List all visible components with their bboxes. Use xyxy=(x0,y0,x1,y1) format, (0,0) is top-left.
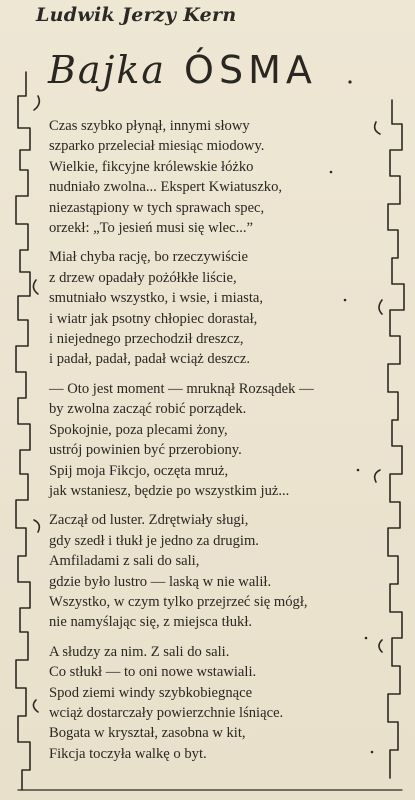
poem-line: Miał chyba rację, bo rzeczywiście xyxy=(49,249,248,266)
poem-line: Spod ziemi windy szybkobiegnące xyxy=(49,684,253,701)
poem-body xyxy=(49,116,374,773)
left-border-ornament xyxy=(16,72,30,790)
stanza-4 xyxy=(49,510,374,632)
poem-line: Spij moja Fikcjo, oczęta mruż, xyxy=(49,462,229,479)
poem-line: A słudzy za nim. Z sali do sali. xyxy=(49,643,230,660)
poem-line: by zwolna zacząć robić porządek. xyxy=(49,401,247,418)
poem-line: jak wstaniesz, będzie po wszystkim już... xyxy=(49,482,290,499)
poem-line: Wielkie, fikcyjne królewskie łóżko xyxy=(49,158,254,175)
poem-line: szparko przeleciał miesiąc miodowy. xyxy=(49,138,265,155)
poem-line: Amfiladami z sali do sali, xyxy=(49,553,200,570)
poem-line: Bogata w kryształ, zasobna w kit, xyxy=(49,725,246,742)
author-byline: Ludwik Jerzy Kern xyxy=(36,4,237,26)
title-script-word: Bajka xyxy=(48,48,167,92)
poem-line: Wszystko, w czym tylko przejrzeć się mógł, xyxy=(49,593,308,610)
stanza-1 xyxy=(49,116,374,238)
poem-line: Zaczął od luster. Zdrętwiały sługi, xyxy=(49,512,249,529)
poem-line: i niejednego przechodził dreszcz, xyxy=(49,331,244,348)
poem-line: niezastąpiony w tych sprawach spec, xyxy=(49,199,265,216)
poem-line: nie namyślając się, z miejsca tłukł. xyxy=(49,614,253,631)
poem-line: gdy szedł i tłukł je jedno za drugim. xyxy=(49,532,259,549)
title-caps-word: ÓSMA xyxy=(184,48,317,92)
poem-line: Czas szybko płynął, innymi słowy xyxy=(49,118,250,134)
poem-line: nudniało zwolna... Ekspert Kwiatuszko, xyxy=(49,179,283,196)
poem-line: i wiatr jak psotny chłopiec dorastał, xyxy=(49,310,258,327)
stanza-5 xyxy=(49,642,374,764)
poem-line: wciąż dostarczały powierzchnie lśniące. xyxy=(49,704,284,721)
poem-line: z drzew opadały pożółkłe liście, xyxy=(49,269,237,286)
poem-line: Co stłukł — to oni nowe wstawiali. xyxy=(49,664,257,681)
poem-line: orzekł: „To jesień musi się wlec...” xyxy=(49,220,254,237)
poem-line: gdzie było lustro — laską w nie walił. xyxy=(49,573,272,590)
poem-line: Fikcja toczyła walkę o byt. xyxy=(49,745,207,762)
poem-line: — Oto jest moment — mruknął Rozsądek — xyxy=(49,380,314,397)
poem-line: smutniało wszystko, i wsie, i miasta, xyxy=(49,290,264,307)
right-border-ornament xyxy=(388,100,404,778)
stanza-3 xyxy=(49,379,374,501)
stanza-2 xyxy=(49,247,374,369)
poem-line: ustrój powinien być przerobiony. xyxy=(49,442,242,459)
poem-line: Spokojnie, poza plecami żony, xyxy=(49,421,228,438)
poem-line: i padał, padał, padał wciąż deszcz. xyxy=(49,351,250,368)
